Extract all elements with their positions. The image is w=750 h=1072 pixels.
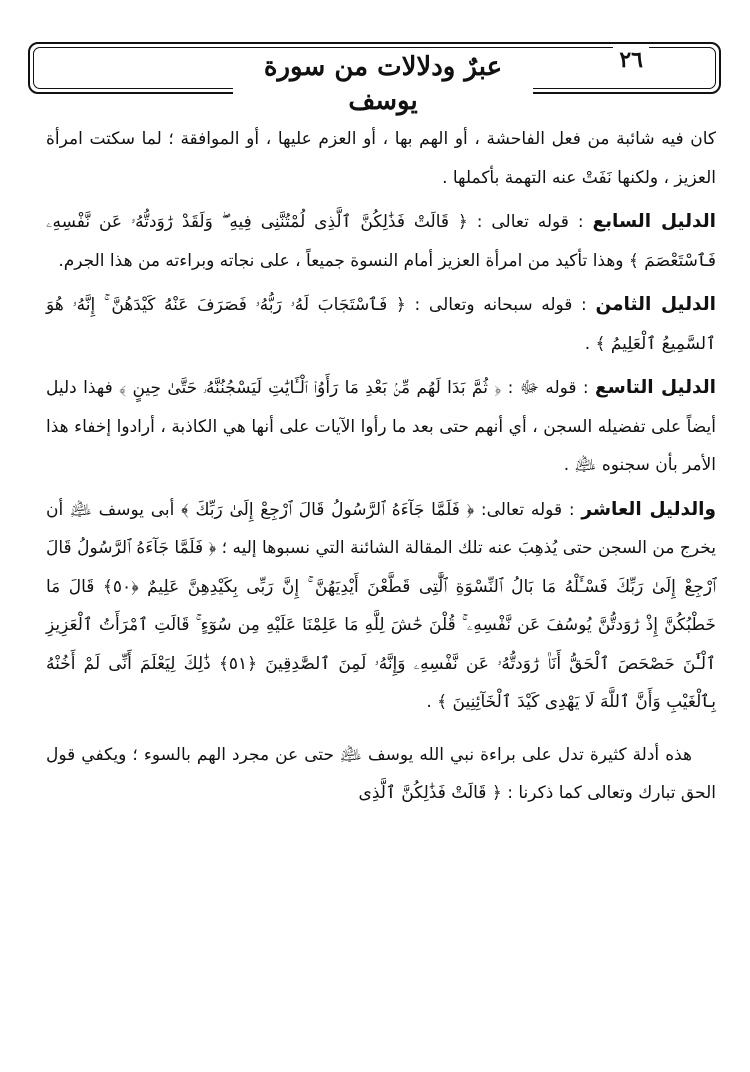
paragraph-conclusion [46, 736, 716, 813]
paragraph-text: كان فيه شائبة من فعل الفاحشة ، أو الهم بها ، أو العزم عليها ، أو الموافقة ؛ لما سكتت امرأة العزيز ، ولكنها نَفَتْ عنه التهمة بأكملها . [46, 129, 716, 188]
evidence-label: الدليل الثامن [595, 294, 716, 315]
paragraph-evidence-10 [46, 491, 716, 722]
chapter-title: عبرٌ ودلالات من سورة يوسف [233, 50, 533, 118]
body-text [46, 120, 716, 819]
paragraph-evidence-9 [46, 369, 716, 485]
evidence-label: والدليل العاشر [581, 498, 716, 520]
page-header [28, 42, 721, 116]
evidence-label: الدليل التاسع [595, 377, 717, 398]
paragraph-text: هذه أدلة كثيرة تدل على براءة نبي الله يوسف ﵇ حتى عن مجرد الهم بالسوء ؛ ويكفي قول الحق تبارك وتعالى كما ذكرنا : ﴿ قَالَتْ فَذَٰلِكُنَّ ٱلَّذِى [46, 744, 716, 803]
paragraph-text: : قوله سبحانه وتعالى : ﴿ فَٱسْتَجَابَ لَهُۥ رَبُّهُۥ فَصَرَفَ عَنْهُ كَيْدَهُنَّ ۚ إِنَّهُۥ هُوَ ٱلسَّمِيعُ ٱلْعَلِيمُ ﴾ . [46, 295, 716, 354]
paragraph-intro [46, 120, 716, 197]
page-number: ٢٦ [613, 46, 649, 74]
paragraph-text: : قوله تعالى: ﴿ فَلَمَّا جَآءَهُ ٱلرَّسُولُ قَالَ ٱرْجِعْ إِلَىٰ رَبِّكَ ﴾ أبى يوسف ﵇ أن يخرج من السجن حتى يُذهِبَ عنه تلك المقالة الشائنة التي نسبوها إليه ؛ ﴿ فَلَمَّا جَآءَهُ ٱلرَّسُولُ قَالَ ٱرْجِعْ إِلَىٰ رَبِّكَ فَسْـَٔلْهُ مَا بَالُ ٱلنِّسْوَةِ ٱلَّٰتِى قَطَّعْنَ أَيْدِيَهُنَّ ۚ إِنَّ رَبِّى بِكَيْدِهِنَّ عَلِيمٌ ﴿٥٠﴾ قَالَ مَا خَطْبُكُنَّ إِذْ رَٰوَدتُّنَّ يُوسُفَ عَن نَّفْسِهِۦ ۚ قُلْنَ حَٰشَ لِلَّهِ مَا عَلِمْنَا عَلَيْهِ مِن سُوٓءٍ ۚ قَالَتِ ٱمْرَأَتُ ٱلْعَزِيزِ ٱلْـَٰٔنَ حَصْحَصَ ٱلْحَقُّ أَنَا۠ رَٰوَدتُّهُۥ عَن نَّفْسِهِۦ وَإِنَّهُۥ لَمِنَ ٱلصَّٰدِقِينَ ﴿٥١﴾ ذَٰلِكَ لِيَعْلَمَ أَنِّى لَمْ أَخُنْهُ بِٱلْغَيْبِ وَأَنَّ ٱللَّهَ لَا يَهْدِى كَيْدَ ٱلْخَآئِنِينَ ﴾ . [46, 499, 717, 712]
evidence-label: الدليل السابع [592, 211, 716, 232]
paragraph-text: : قوله تعالى : ﴿ قَالَتْ فَذَٰلِكُنَّ ٱلَّذِى لُمْتُنَّنِى فِيهِ ۖ وَلَقَدْ رَٰوَدتُّهُۥ عَن نَّفْسِهِۦ فَٱسْتَعْصَمَ ﴾ وهذا تأكيد من امرأة العزيز أمام النسوة جميعاً ، على نجاته وبراءته من هذا الجرم. [46, 212, 716, 271]
paragraph-text: : قوله ﷻ : ﴿ ثُمَّ بَدَا لَهُم مِّنۢ بَعْدِ مَا رَأَوُا۟ ٱلْـَٔايَٰتِ لَيَسْجُنُنَّهُۥ حَتَّىٰ حِينٍ ﴾ فهذا دليل أيضاً على تفضيله السجن ، أي أنهم حتى بعد ما رأوا الآيات على أنها هي الكاذبة ، أرادوا إخفاء هذا الأمر بأن سجنوه ﵇ . [46, 378, 716, 475]
paragraph-evidence-8 [46, 286, 716, 363]
paragraph-evidence-7 [46, 203, 716, 280]
